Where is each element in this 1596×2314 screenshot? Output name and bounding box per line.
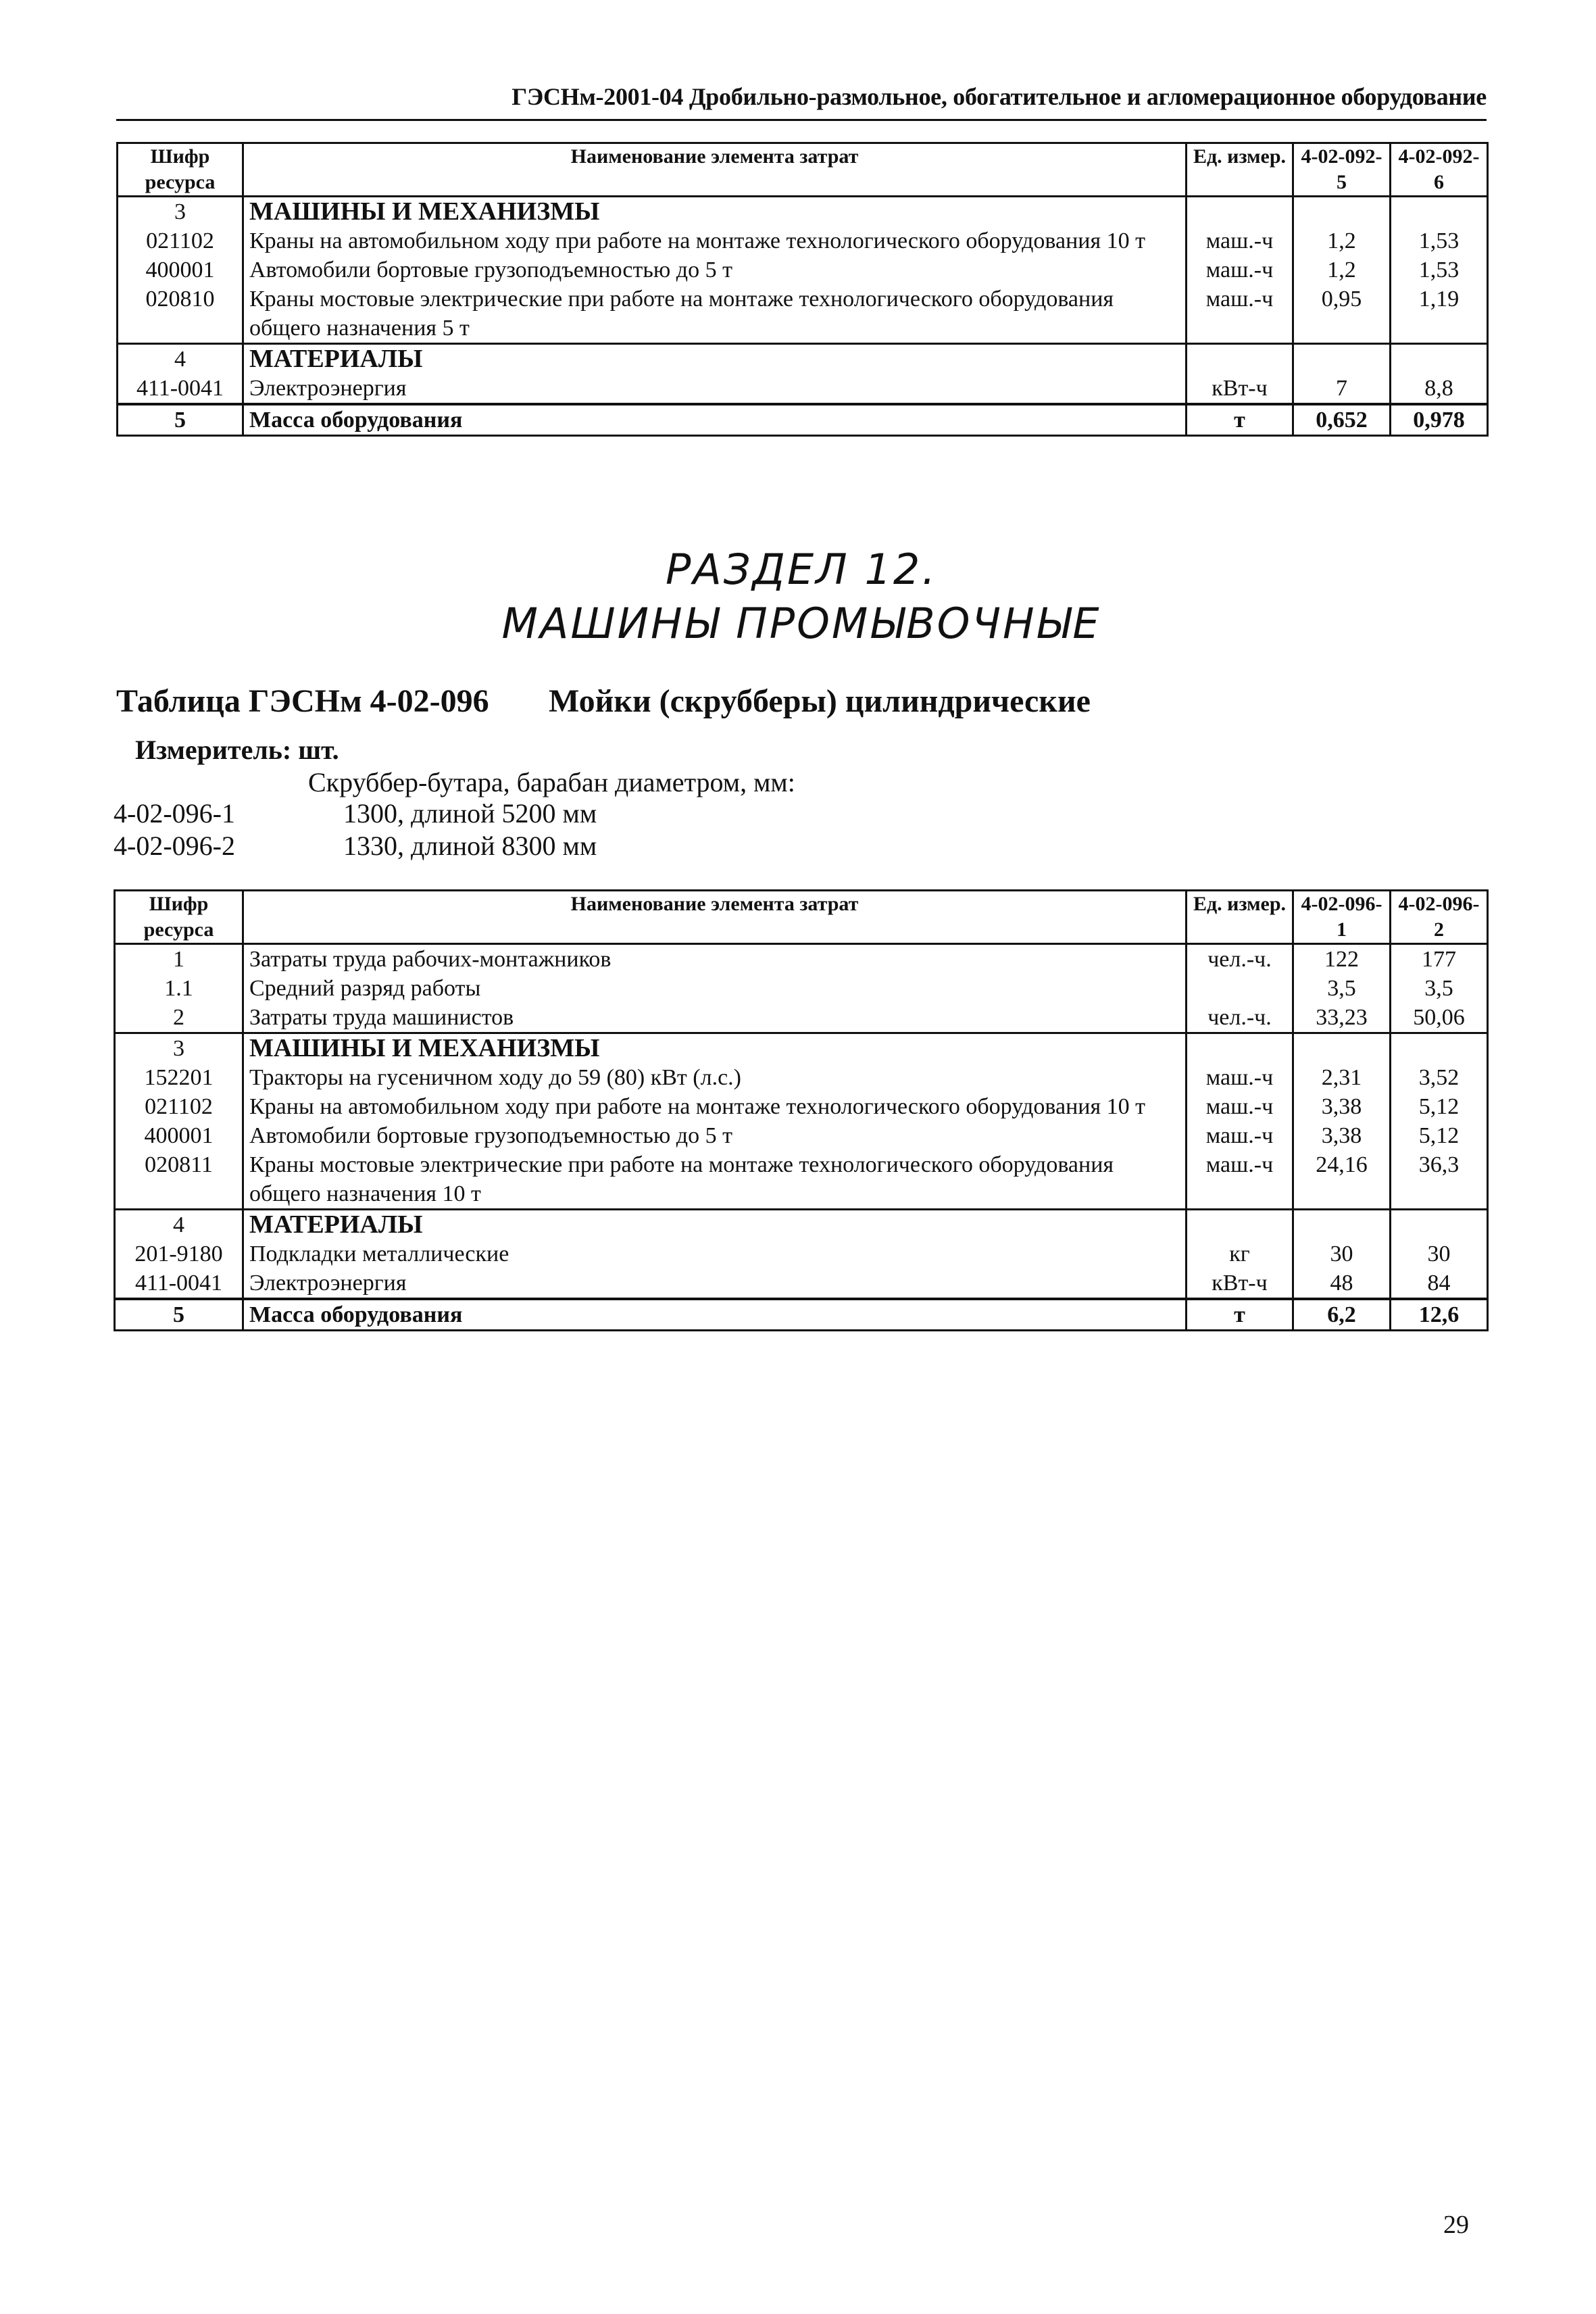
value-2: 0,978 (1391, 404, 1488, 436)
resource-code: 3 (118, 197, 243, 227)
value-2 (1391, 1033, 1488, 1064)
cost-element-name: Электроэнергия (243, 1269, 1187, 1299)
variant-text: 1300, длиной 5200 мм (343, 798, 597, 829)
col-header-code: Шифр ресурса (118, 143, 243, 197)
unit: маш.-ч (1187, 1150, 1293, 1210)
value-1: 1,2 (1293, 226, 1391, 255)
section-label: МАТЕРИАЛЫ (243, 344, 1187, 374)
cost-element-name: Краны мостовые электрические при работе на монтаже технологического оборудования общего назначения 5 т (243, 285, 1187, 344)
table-row (115, 1269, 1488, 1299)
cost-element-name: Подкладки металлические (243, 1239, 1187, 1269)
resource-code: 5 (118, 404, 243, 436)
table-row (115, 1121, 1488, 1150)
resource-code: 020811 (115, 1150, 243, 1210)
col-header-v2: 4-02-096-2 (1391, 891, 1488, 944)
value-1 (1293, 1210, 1391, 1240)
unit (1187, 1210, 1293, 1240)
value-2: 36,3 (1391, 1150, 1488, 1210)
table-row (118, 285, 1488, 344)
value-2: 1,53 (1391, 226, 1488, 255)
resource-code: 411-0041 (115, 1269, 243, 1299)
col-header-unit: Ед. измер. (1187, 143, 1293, 197)
cost-element-name: Масса оборудования (243, 1299, 1187, 1331)
value-1: 2,31 (1293, 1063, 1391, 1092)
resource-code: 400001 (115, 1121, 243, 1150)
cost-element-name: Автомобили бортовые грузоподъемностью до 5 т (243, 255, 1187, 285)
value-1: 24,16 (1293, 1150, 1391, 1210)
cost-element-name: Краны на автомобильном ходу при работе на монтаже технологического оборудования 10 т (243, 1092, 1187, 1121)
table-caption-title: Мойки (скрубберы) цилиндрические (549, 683, 1091, 719)
value-1 (1293, 197, 1391, 227)
cost-element-name: Тракторы на гусеничном ходу до 59 (80) кВт (л.с.) (243, 1063, 1187, 1092)
unit: маш.-ч (1187, 1063, 1293, 1092)
unit: т (1187, 1299, 1293, 1331)
table-row (118, 374, 1488, 404)
table-row (115, 1033, 1488, 1064)
resource-code: 201-9180 (115, 1239, 243, 1269)
value-2 (1391, 197, 1488, 227)
resource-code: 4 (115, 1210, 243, 1240)
unit: т (1187, 404, 1293, 436)
col-header-code: Шифр ресурса (115, 891, 243, 944)
cost-table-4-02-096 (114, 889, 1489, 1331)
value-2: 5,12 (1391, 1092, 1488, 1121)
value-2: 1,19 (1391, 285, 1488, 344)
value-1 (1293, 1033, 1391, 1064)
cost-table-4-02-092 (116, 142, 1489, 437)
value-2: 177 (1391, 944, 1488, 975)
unit: маш.-ч (1187, 1121, 1293, 1150)
variant-row (114, 830, 597, 862)
unit: кВт-ч (1187, 374, 1293, 404)
resource-code: 1 (115, 944, 243, 975)
col-header-v2: 4-02-092-6 (1391, 143, 1488, 197)
table-row (115, 1239, 1488, 1269)
cost-element-name: Краны мостовые электрические при работе на монтаже технологического оборудования общего назначения 10 т (243, 1150, 1187, 1210)
unit: чел.-ч. (1187, 944, 1293, 975)
variants-intro: Скруббер-бутара, барабан диаметром, мм: (308, 767, 795, 797)
resource-code: 021102 (118, 226, 243, 255)
cost-element-name: Краны на автомобильном ходу при работе на монтаже технологического оборудования 10 т (243, 226, 1187, 255)
value-1: 30 (1293, 1239, 1391, 1269)
value-1: 0,95 (1293, 285, 1391, 344)
header-rule (116, 119, 1487, 121)
value-1 (1293, 344, 1391, 374)
table-caption (116, 683, 1091, 720)
value-2: 3,5 (1391, 974, 1488, 1003)
value-2 (1391, 1210, 1488, 1240)
unit (1187, 974, 1293, 1003)
col-header-unit: Ед. измер. (1187, 891, 1293, 944)
section-label: МАТЕРИАЛЫ (243, 1210, 1187, 1240)
table-header-row (115, 891, 1488, 944)
measure-unit: Измеритель: шт. (135, 735, 339, 765)
resource-code: 400001 (118, 255, 243, 285)
resource-code: 3 (115, 1033, 243, 1064)
value-2: 1,53 (1391, 255, 1488, 285)
value-1: 3,38 (1293, 1121, 1391, 1150)
running-header: ГЭСНм-2001-04 Дробильно-размольное, обогатительное и агломерационное оборудование (512, 83, 1487, 110)
table-row (118, 255, 1488, 285)
unit: кВт-ч (1187, 1269, 1293, 1299)
resource-code: 1.1 (115, 974, 243, 1003)
value-2 (1391, 344, 1488, 374)
table-row (118, 344, 1488, 374)
page-number: 29 (1443, 2211, 1469, 2239)
value-1: 3,38 (1293, 1092, 1391, 1121)
col-header-name: Наименование элемента затрат (243, 143, 1187, 197)
value-2: 3,52 (1391, 1063, 1488, 1092)
unit: маш.-ч (1187, 1092, 1293, 1121)
cost-element-name: Затраты труда машинистов (243, 1003, 1187, 1033)
cost-element-name: Масса оборудования (243, 404, 1187, 436)
table-row (118, 197, 1488, 227)
table-row (115, 1299, 1488, 1331)
table-row (115, 1063, 1488, 1092)
unit (1187, 344, 1293, 374)
table-row (118, 226, 1488, 255)
table-caption-id: Таблица ГЭСНм 4-02-096 (116, 683, 489, 719)
table-row (115, 944, 1488, 975)
value-1: 7 (1293, 374, 1391, 404)
value-2: 30 (1391, 1239, 1488, 1269)
value-2: 84 (1391, 1269, 1488, 1299)
resource-code: 152201 (115, 1063, 243, 1092)
variant-text: 1330, длиной 8300 мм (343, 831, 597, 861)
col-header-name: Наименование элемента затрат (243, 891, 1187, 944)
table-row (115, 1210, 1488, 1240)
value-1: 6,2 (1293, 1299, 1391, 1331)
resource-code: 5 (115, 1299, 243, 1331)
table-row (115, 1092, 1488, 1121)
section-label: МАШИНЫ И МЕХАНИЗМЫ (243, 197, 1187, 227)
value-2: 8,8 (1391, 374, 1488, 404)
value-2: 5,12 (1391, 1121, 1488, 1150)
value-1: 33,23 (1293, 1003, 1391, 1033)
table-row (115, 974, 1488, 1003)
table-row (118, 404, 1488, 436)
section-title: РАЗДЕЛ 12. (665, 545, 938, 594)
table-row (115, 1150, 1488, 1210)
cost-element-name: Автомобили бортовые грузоподъемностью до 5 т (243, 1121, 1187, 1150)
value-1: 48 (1293, 1269, 1391, 1299)
col-header-v1: 4-02-096-1 (1293, 891, 1391, 944)
resource-code: 2 (115, 1003, 243, 1033)
unit (1187, 197, 1293, 227)
unit: маш.-ч (1187, 255, 1293, 285)
resource-code: 021102 (115, 1092, 243, 1121)
value-1: 1,2 (1293, 255, 1391, 285)
cost-element-name: Затраты труда рабочих-монтажников (243, 944, 1187, 975)
resource-code: 4 (118, 344, 243, 374)
table-header-row (118, 143, 1488, 197)
section-label: МАШИНЫ И МЕХАНИЗМЫ (243, 1033, 1187, 1064)
unit: кг (1187, 1239, 1293, 1269)
col-header-v1: 4-02-092-5 (1293, 143, 1391, 197)
unit: маш.-ч (1187, 285, 1293, 344)
variant-id: 4-02-096-2 (114, 831, 235, 861)
unit (1187, 1033, 1293, 1064)
unit: чел.-ч. (1187, 1003, 1293, 1033)
variant-row (114, 797, 597, 829)
value-1: 0,652 (1293, 404, 1391, 436)
section-subtitle: МАШИНЫ ПРОМЫВОЧНЫЕ (501, 599, 1101, 648)
resource-code: 020810 (118, 285, 243, 344)
value-2: 12,6 (1391, 1299, 1488, 1331)
value-1: 122 (1293, 944, 1391, 975)
variant-id: 4-02-096-1 (114, 798, 235, 829)
cost-element-name: Средний разряд работы (243, 974, 1187, 1003)
cost-element-name: Электроэнергия (243, 374, 1187, 404)
value-1: 3,5 (1293, 974, 1391, 1003)
table-row (115, 1003, 1488, 1033)
value-2: 50,06 (1391, 1003, 1488, 1033)
unit: маш.-ч (1187, 226, 1293, 255)
resource-code: 411-0041 (118, 374, 243, 404)
